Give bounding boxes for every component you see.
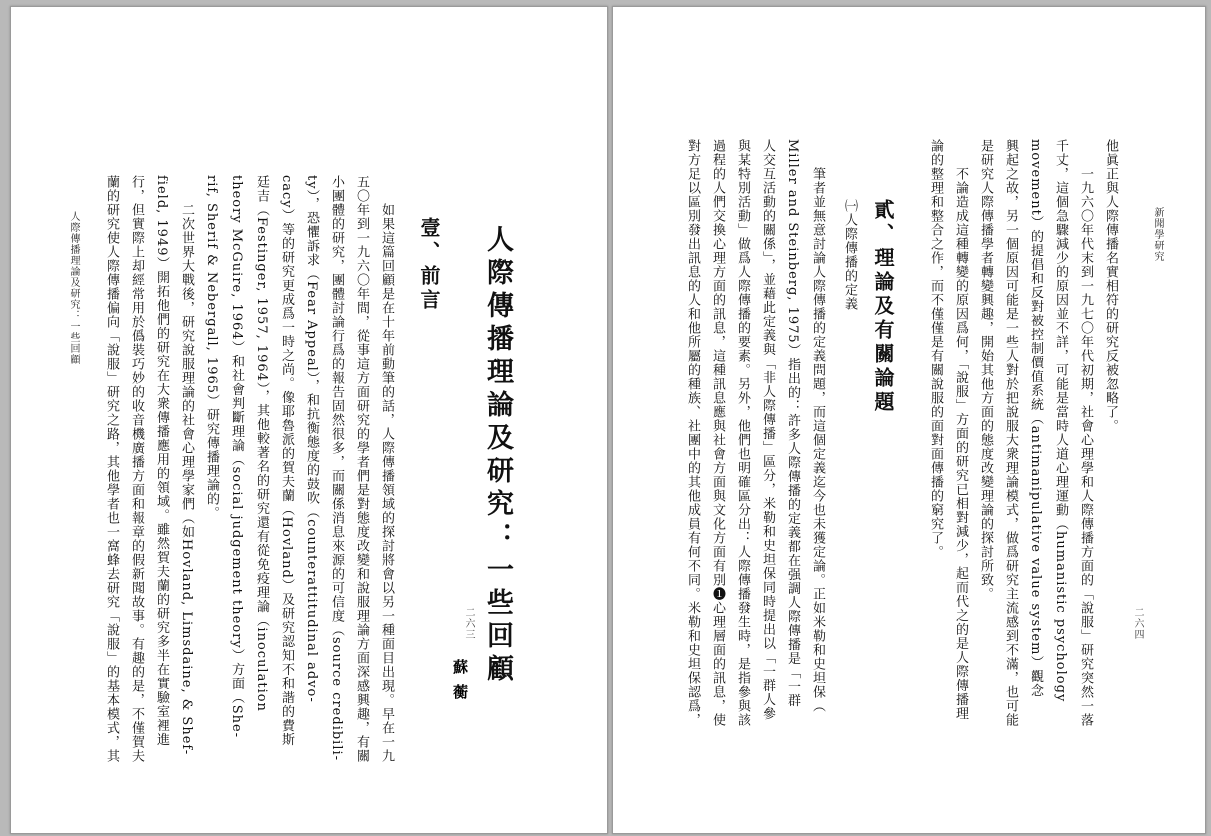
section-heading-block (867, 199, 899, 599)
text-column: 蘭的研究使人際傳播偏向「說服」研究之路，其他學者也一窩蜂去研究「說服」的基本模式，其 (104, 175, 119, 763)
subsection-heading: ㈠人際傳播的定義 (842, 199, 857, 311)
text-column: movement）的提倡和反對被控制價值系統（antimanipulative value system）觀念 (1028, 139, 1043, 698)
text-column: 一九六〇年代末到一九七〇年代初期，社會心理學和人際傳播方面的「說服」研究突然一落 (1078, 167, 1093, 727)
text-column: 五〇年到一九六〇年間，從事這方面研究的學者們是對態度改變和說服理論方面深感興趣，有關 (354, 175, 369, 763)
text-column: 他眞正與人際傳播名實相符的研究反被忽略了。 (1103, 139, 1118, 433)
section-heading-block (413, 217, 445, 617)
body-text-lower (680, 139, 830, 779)
body-text (99, 175, 399, 775)
body-text-upper (923, 139, 1123, 779)
text-column: 廷吉（Festinger, 1957, 1964），其他較著名的研究還有從免疫理論（inoculation (254, 175, 269, 712)
text-column: 過程的人們交換心理方面的訊息，這種訊息應與社會方面與文化方面有別❶心理層面的訊息，使 (710, 139, 725, 727)
text-column: 論的整理和整合之作，而不僅僅是有關說服的面對面傳播的窮究了。 (928, 139, 943, 559)
text-column: 二次世界大戰後，研究說服理論的社會心理學家們（如Hovland, Limsdaine, & Shef- (179, 203, 194, 756)
text-column: 不論造成這種轉變的原因爲何，「說服」方面的研究已相對減少，起而代之的是人際傳播理 (953, 167, 968, 721)
text-column: 是研究人際傳播學者轉變興趣，開始其他方面的態度改變理論的探討所致。 (978, 139, 993, 601)
author: 蘇蘅 (451, 659, 469, 709)
section-heading: 貳、理論及有關論題 (871, 199, 895, 415)
article-title-block (477, 225, 517, 687)
text-column: theory McGuire, 1964）和社會判斷理論（social judgement theory）方面（She- (229, 175, 244, 739)
article-title: 人際傳播理論及研究：一些回顧 (482, 225, 513, 687)
text-column: field, 1949）開拓他們的研究在大衆傳播應用的領域。雖然賀夫蘭的研究多半在實驗室裡進 (154, 175, 169, 747)
text-column: 行，但實際上却經常用於僞裝巧妙的收音機廣播方面和報章的假新聞故事。有趣的是，不僅賀夫 (129, 175, 144, 763)
text-column: 筆者並無意討論人際傳播的定義問題，而這個定義迄今也未獲定論。正如米勒和史坦保（ (810, 167, 825, 713)
text-column: 人交互活動的關係」，並藉此定義與「非人際傳播」區分，米勒和史坦保同時提出以「一群人參 (760, 139, 775, 721)
page-number: 二六四 (1132, 607, 1143, 640)
right-page (612, 6, 1206, 834)
running-head: 人際傳播理論及研究：一些回顧 (68, 211, 79, 365)
left-page (10, 6, 608, 834)
running-head: 新聞學研究 (1152, 207, 1163, 262)
text-column: Miller and Steinberg, 1975）指出的：許多人際傳播的定義都在强調人際傳播是「一群 (785, 139, 800, 708)
text-column: 小團體的研究，團體討論行爲的報告固然很多，而關係消息來源的可信度（source credibili- (329, 175, 344, 762)
text-column: 興起之故，另一個原因可能是一些人對於把說服大衆理論模式，做爲研究主流感到不滿，也可能 (1003, 139, 1018, 727)
page-number: 二六三 (463, 607, 474, 640)
subsection-heading-block (837, 199, 861, 499)
text-column: 千丈，這個急驟減少的原因並不詳，可能是當時人道心理運動（humanistic psychology (1053, 139, 1068, 703)
text-column: 如果這篇回顧是在十年前動筆的話，人際傳播領域的探討將會以另一種面目出現。早在一九 (379, 203, 394, 763)
text-column: rif, Sherif & Nebergall, 1965）研究傳播理論的。 (204, 175, 219, 521)
text-column: 與某特別活動」做爲人際傳播的要素。另外，他們也明確區分出：人際傳播發生時，是指參與該 (735, 139, 750, 727)
text-column: 對方足以區別發出訊息的人和他所屬的種族、社團中的其他成員有何不同。米勒和史坦保認爲， (685, 139, 700, 727)
text-column: cacy）等的研究更成爲一時之尚。像耶魯派的賀夫蘭（Hovland）及研究認知不和諧的費斯 (279, 175, 294, 747)
text-column: ty），恐懼訴求（Fear Appeal），和抗衡態度的鼓吹（counterattitudinal advo- (304, 175, 319, 703)
section-heading: 壹、前言 (417, 217, 441, 313)
